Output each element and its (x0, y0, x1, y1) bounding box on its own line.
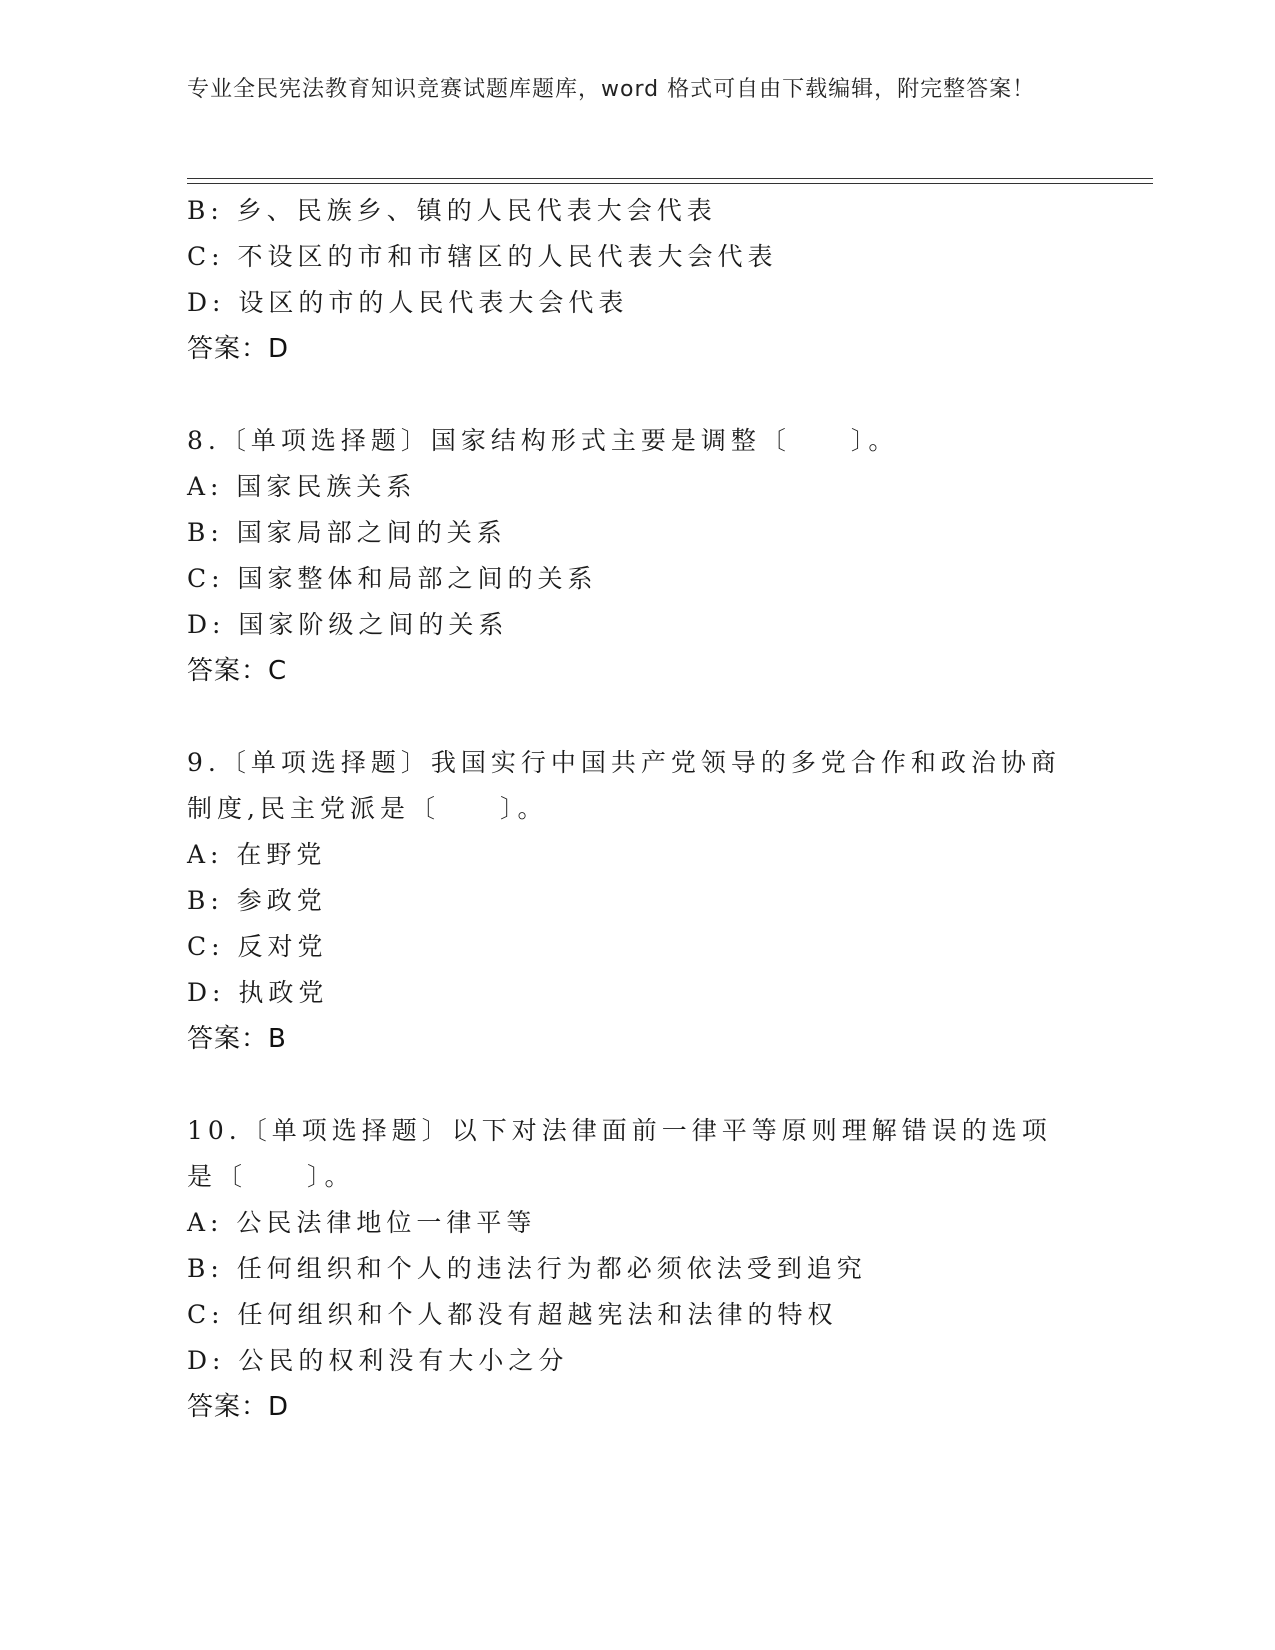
answer-label: 答案：B (187, 1024, 287, 1054)
answer-label: 答案：D (187, 1392, 290, 1422)
header-divider (187, 178, 1153, 184)
spacer (187, 372, 1087, 418)
question-block-8 (187, 418, 1087, 694)
option-a: A: 在野党 (187, 840, 327, 869)
option-d: D: 国家阶级之间的关系 (187, 610, 509, 639)
option-b: B: 国家局部之间的关系 (187, 518, 507, 547)
option-d: D: 执政党 (187, 978, 329, 1007)
option-b: B: 参政党 (187, 886, 327, 915)
spacer (187, 694, 1087, 740)
question-text: 9.〔单项选择题〕我国实行中国共产党领导的多党合作和政治协商制度,民主党派是〔 〕。 (187, 748, 1061, 823)
option-a: A: 国家民族关系 (187, 472, 417, 501)
page-header: 专业全民宪法教育知识竞赛试题库题库，word 格式可自由下载编辑，附完整答案！ (187, 77, 1036, 102)
option-b: B: 任何组织和个人的违法行为都必须依法受到追究 (187, 1254, 867, 1283)
option-b: B: 乡、民族乡、镇的人民代表大会代表 (187, 196, 717, 225)
question-block-10 (187, 1108, 1087, 1430)
spacer (187, 1062, 1087, 1108)
question-text: 10.〔单项选择题〕以下对法律面前一律平等原则理解错误的选项是〔 〕。 (187, 1116, 1052, 1191)
question-block-9 (187, 740, 1087, 1062)
option-d: D: 设区的市的人民代表大会代表 (187, 288, 629, 317)
option-c: C: 不设区的市和市辖区的人民代表大会代表 (187, 242, 778, 271)
option-d: D: 公民的权利没有大小之分 (187, 1346, 569, 1375)
answer-label: 答案：C (187, 656, 288, 686)
option-a: A: 公民法律地位一律平等 (187, 1208, 537, 1237)
option-c: C: 国家整体和局部之间的关系 (187, 564, 598, 593)
question-text: 8.〔单项选择题〕国家结构形式主要是调整〔 〕。 (187, 426, 899, 455)
option-c: C: 任何组织和个人都没有超越宪法和法律的特权 (187, 1300, 838, 1329)
answer-label: 答案：D (187, 334, 290, 364)
question-block-7 (187, 188, 1087, 372)
option-c: C: 反对党 (187, 932, 328, 961)
question-content (187, 188, 1087, 1430)
